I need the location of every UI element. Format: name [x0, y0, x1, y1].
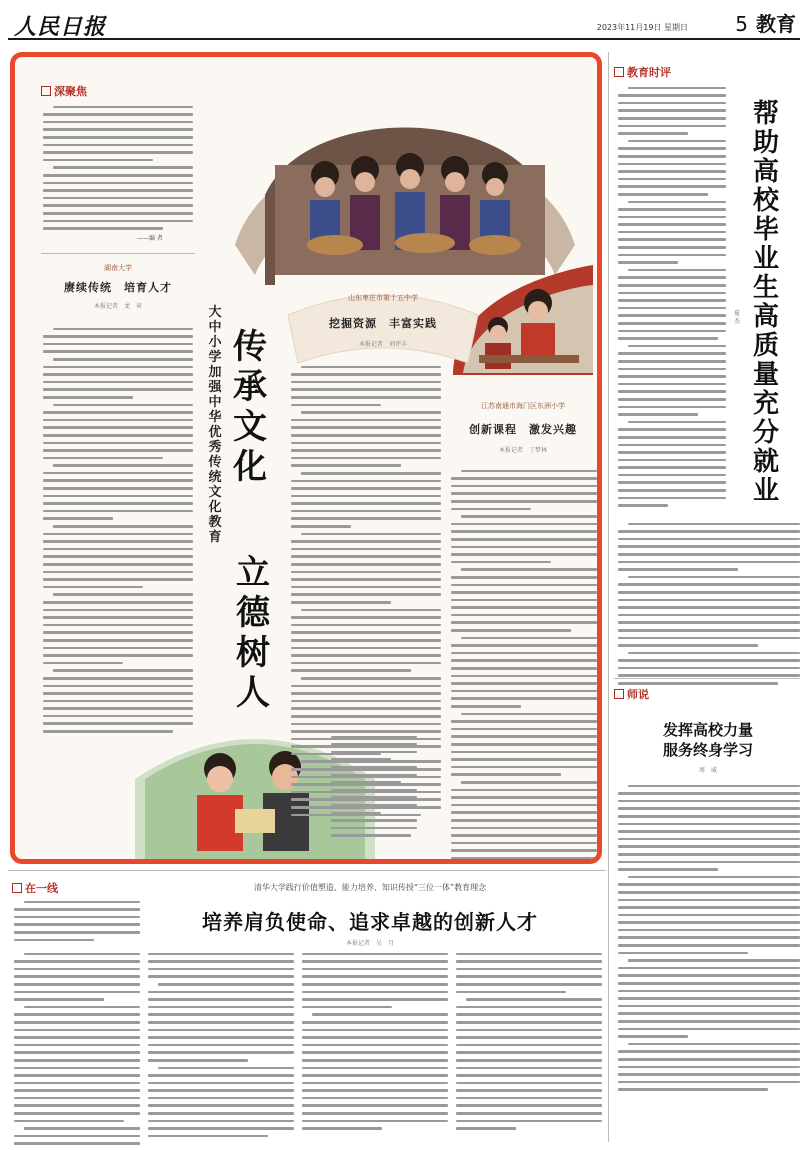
school3-title: 创新课程 激发兴趣 — [469, 423, 577, 436]
editor-note-text — [43, 103, 193, 232]
commentary-title: 帮助高校毕业生高质量充分就业 — [752, 99, 779, 506]
school1-byline: 本报记者 龙 章 — [93, 303, 142, 310]
section-tag-zaiyixian: 在一线 — [12, 880, 58, 896]
school2-byline: 本报记者 刘评丰 — [358, 341, 407, 348]
school1-name: 湖南大学 — [104, 264, 132, 272]
commentary-body-wide — [618, 520, 800, 687]
school2-title: 挖掘资源 丰富实践 — [329, 317, 437, 330]
school3-name: 江苏南通市海门区东洲小学 — [481, 402, 565, 410]
article-col2 — [148, 950, 294, 1140]
column-byline: 周 威 — [698, 767, 717, 774]
tag-square-icon — [41, 86, 51, 96]
article-col1 — [14, 950, 140, 1150]
column-body — [618, 782, 800, 1093]
photo-captions — [331, 733, 421, 839]
column-divider — [608, 52, 609, 1142]
feature-article[interactable] — [10, 52, 602, 864]
column-title-line2: 服务终身学习 — [662, 741, 753, 759]
article-title[interactable]: 培养肩负使命、追求卓越的创新人才 — [202, 910, 538, 934]
school1-header — [41, 263, 195, 310]
section-tag-jiaoyu-shiping: 教育时评 — [614, 64, 671, 80]
section-tag-shishuo: 师说 — [614, 686, 649, 702]
article-byline: 本报记者 吴 月 — [345, 940, 394, 947]
newspaper-logo: 人民日报 — [14, 14, 107, 40]
feature-subtitle: 大中小学加强中华优秀传统文化教育 — [208, 305, 222, 545]
masthead — [8, 8, 800, 40]
tag-square-icon — [614, 689, 624, 699]
school3-body — [451, 467, 597, 864]
feature-main-title-bottom: 立德树人 — [236, 553, 270, 713]
editor-note-signature: ——编 者 — [137, 235, 163, 242]
article-intro — [14, 898, 140, 944]
column-title-line1: 发挥高校力量 — [662, 721, 753, 739]
commentary-author: 夏 杰 — [734, 310, 747, 325]
article-col4 — [456, 950, 602, 1132]
column-title — [616, 720, 800, 760]
commentary-body — [618, 84, 726, 509]
school3-header — [447, 401, 599, 454]
divider — [41, 253, 195, 254]
issue-date: 2023年11月19日 星期日 — [596, 23, 688, 32]
divider — [614, 678, 800, 679]
page-number: 5 — [735, 12, 748, 36]
tag-square-icon — [12, 883, 22, 893]
article-subtitle: 清华大学践行价值塑造、能力培养、知识传授“三位一体”教育理念 — [253, 883, 487, 892]
feature-main-title-top: 传承文化 — [233, 327, 267, 487]
section-tag-shenjujiao: 深聚焦 — [41, 83, 87, 99]
school3-byline: 本报记者 丁梦林 — [498, 447, 547, 454]
article-col3 — [302, 950, 448, 1132]
divider — [8, 870, 606, 871]
section-name: 教育 — [756, 12, 796, 36]
school1-body — [43, 325, 193, 735]
school2-header — [283, 293, 483, 348]
school2-name: 山东枣庄市第十五中学 — [348, 294, 418, 302]
tag-square-icon — [614, 67, 624, 77]
page-section — [735, 8, 796, 37]
school1-title: 赓续传统 培育人才 — [64, 281, 172, 294]
